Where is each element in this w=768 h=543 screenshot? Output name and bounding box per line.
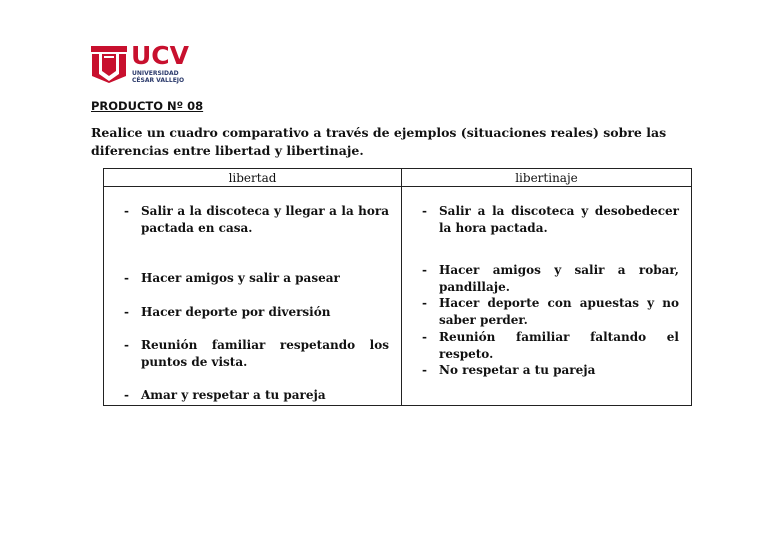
list-item (422, 362, 679, 379)
list-dash: - (124, 271, 129, 285)
list-item-text: Hacer deporte con apuestas y no saber perder. (439, 296, 679, 327)
list-dash: - (422, 363, 427, 377)
list-item-text: Hacer amigos y salir a pasear (141, 271, 340, 285)
list-item-text: Salir a la discoteca y desobedecer la hora pactada. (439, 204, 679, 235)
list-item-text: Salir a la discoteca y llegar a la hora pactada en casa. (141, 204, 389, 235)
list-item (124, 304, 389, 321)
header-libertinaje: libertinaje (402, 169, 692, 187)
ucv-shield-icon (91, 44, 127, 83)
list-item-text: Reunión familiar respetando los puntos de vista. (141, 338, 389, 369)
logo-line-1: UNIVERSIDAD (132, 70, 179, 77)
list-dash: - (124, 338, 129, 352)
list-dash: - (124, 388, 129, 402)
list-item (422, 295, 679, 329)
list-item (422, 262, 679, 296)
list-dash: - (422, 330, 427, 344)
logo-brand-text: UCV (131, 41, 189, 70)
list-item (422, 203, 679, 237)
list-item-text: Amar y respetar a tu pareja (141, 388, 326, 402)
list-item (124, 337, 389, 371)
list-item (422, 329, 679, 363)
logo-line-2: CÉSAR VALLEJO (132, 77, 185, 84)
list-dash: - (124, 305, 129, 319)
instruction-text: Realice un cuadro comparativo a través de ejemplos (situaciones reales) sobre las diferencias entre libertad y libertinaje. (91, 125, 667, 158)
list-dash: - (422, 296, 427, 310)
list-item (124, 387, 389, 404)
list-item-text: Reunión familiar faltando el respeto. (439, 330, 679, 361)
list-item (124, 203, 389, 237)
ucv-logo (91, 41, 191, 84)
cell-libertad (104, 187, 402, 406)
list-dash: - (422, 204, 427, 218)
list-item (124, 270, 389, 287)
comparison-table (103, 168, 692, 406)
list-item-text: Hacer amigos y salir a robar, pandillaje. (439, 263, 679, 294)
list-dash: - (124, 204, 129, 218)
list-dash: - (422, 263, 427, 277)
list-item-text: Hacer deporte por diversión (141, 305, 331, 319)
product-title: PRODUCTO Nº 08 (91, 99, 204, 113)
table-header-row (104, 169, 692, 187)
list-item-text: No respetar a tu pareja (439, 363, 596, 377)
table-row (104, 187, 692, 406)
cell-libertinaje (402, 187, 692, 406)
header-libertad: libertad (104, 169, 402, 187)
